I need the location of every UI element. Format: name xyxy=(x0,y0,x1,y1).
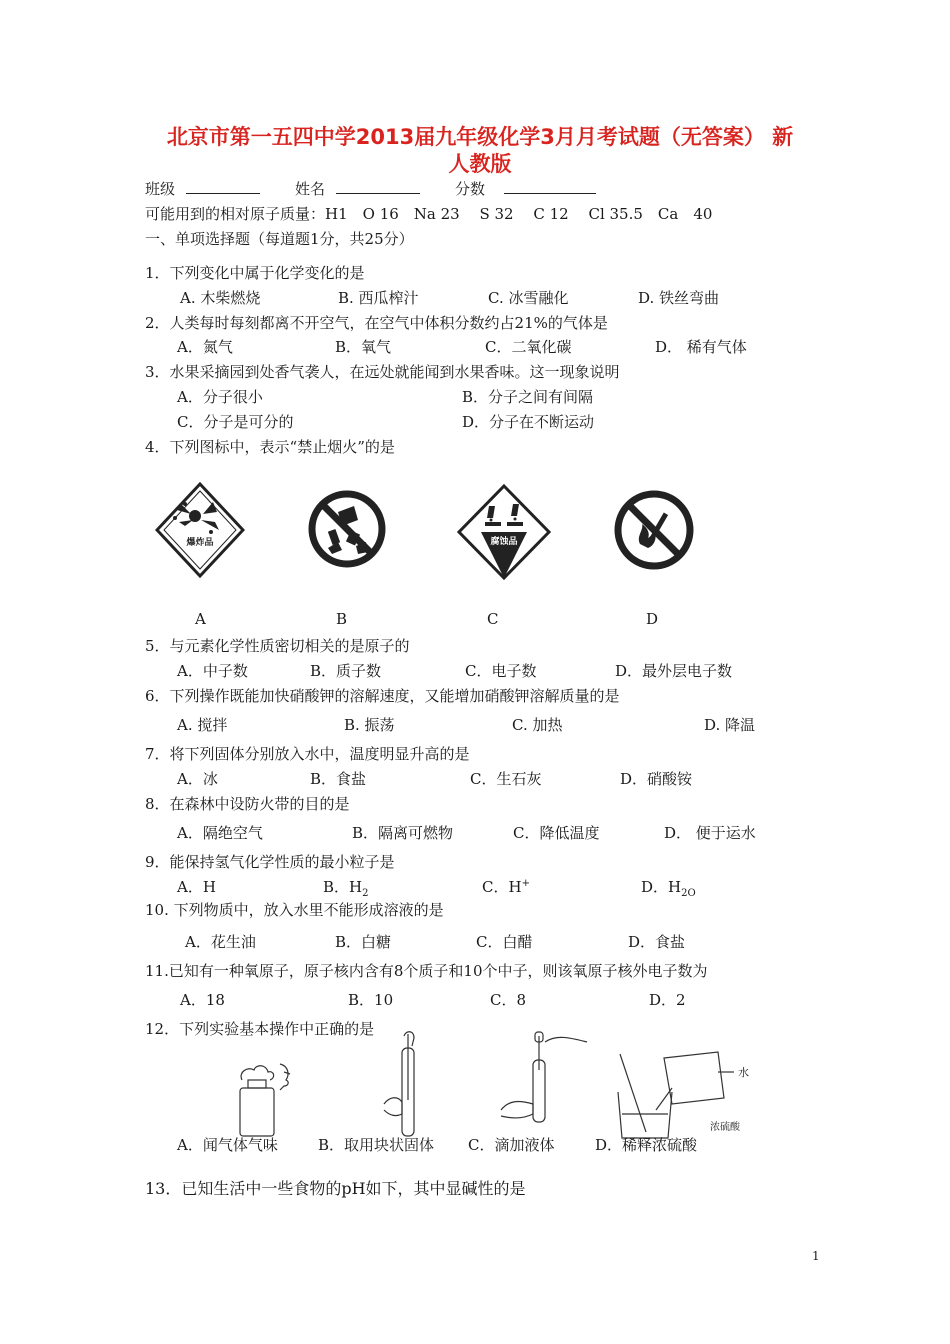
option-b: B. 西瓜榨汁 xyxy=(338,289,419,307)
option-c: C. 冰雪融化 xyxy=(488,289,569,307)
sign-label-c: C xyxy=(487,610,499,628)
option-d: D．硝酸铵 xyxy=(620,770,693,788)
sign-label-a: A xyxy=(195,610,206,628)
question-stem: 2．人类每时每刻都离不开空气，在空气中体积分数约占21%的气体是 xyxy=(145,314,608,332)
option-d: D．$H_{2O}$ xyxy=(641,878,696,899)
option-d: D．2 xyxy=(649,991,686,1009)
atomic-masses: 可能用到的相对原子质量：H1 O 16 Na 23 S 32 C 12 Cl 35.5 Ca 40 xyxy=(145,205,713,223)
question-stem: 10. 下列物质中，放入水里不能形成溶液的是 xyxy=(145,901,444,919)
name-field xyxy=(295,178,420,199)
page-title-line2: 人教版 xyxy=(448,152,512,176)
take-solid-illustration xyxy=(378,1030,448,1140)
dilute-acid-illustration xyxy=(612,1048,772,1143)
sign-label-explosive: 爆炸品 xyxy=(186,538,214,548)
option-b: B．取用块状固体 xyxy=(318,1136,435,1154)
question-stem: 7．将下列固体分别放入水中，温度明显升高的是 xyxy=(145,745,470,763)
score-blank xyxy=(504,179,596,194)
option-c: C. 加热 xyxy=(512,716,563,734)
question-stem: 13．已知生活中一些食物的pH如下，其中显碱性的是 xyxy=(145,1179,526,1198)
option-d: D． 便于运水 xyxy=(664,824,756,842)
option-a: A．冰 xyxy=(177,770,218,788)
question-stem: 4．下列图标中，表示“禁止烟火”的是 xyxy=(145,438,395,456)
option-b: B．分子之间有间隔 xyxy=(462,388,594,406)
option-d: D. 降温 xyxy=(704,716,756,734)
drop-liquid-illustration xyxy=(495,1030,590,1130)
option-a: A. 搅拌 xyxy=(177,716,228,734)
option-b: B．食盐 xyxy=(310,770,367,788)
question-stem: 12．下列实验基本操作中正确的是 xyxy=(145,1020,375,1038)
prohibition-sign-icon xyxy=(308,490,386,568)
option-a: A．分子很小 xyxy=(177,388,263,406)
option-b: B．$H_2$ xyxy=(323,878,369,899)
option-d: D. 铁丝弯曲 xyxy=(638,289,720,307)
section-heading: 一、单项选择题（每道题1分，共25分） xyxy=(145,230,414,248)
corrosive-sign-icon xyxy=(457,484,551,580)
class-blank xyxy=(186,179,260,194)
option-c: C．白醋 xyxy=(476,933,533,951)
option-c: C．二氧化碳 xyxy=(485,338,572,356)
class-field xyxy=(145,178,260,199)
question-stem: 9．能保持氢气化学性质的最小粒子是 xyxy=(145,853,395,871)
option-b: B．10 xyxy=(348,991,394,1009)
option-a: A．H xyxy=(177,878,216,896)
option-b: B．白糖 xyxy=(335,933,392,951)
question-stem: 1．下列变化中属于化学变化的是 xyxy=(145,264,365,282)
score-field xyxy=(455,178,596,199)
question-stem: 3．水果采摘园到处香气袭人，在远处就能闻到水果香味。这一现象说明 xyxy=(145,363,620,381)
option-d: D．稀释浓硫酸 xyxy=(595,1136,698,1154)
no-fire-sign-icon xyxy=(614,490,694,570)
option-a: A．氮气 xyxy=(177,338,233,356)
explosive-sign-icon xyxy=(155,482,245,578)
option-c: C．降低温度 xyxy=(513,824,600,842)
option-c: C．H+ xyxy=(482,878,530,896)
option-a: A．隔绝空气 xyxy=(177,824,263,842)
sign-label-b: B xyxy=(336,610,348,628)
option-a: A. 木柴燃烧 xyxy=(180,289,261,307)
name-label: 姓名 xyxy=(295,180,326,198)
option-d: D．最外层电子数 xyxy=(615,662,733,680)
option-b: B. 振荡 xyxy=(344,716,395,734)
question-stem: 8．在森林中设防火带的目的是 xyxy=(145,795,350,813)
option-c: C．8 xyxy=(490,991,527,1009)
option-a: A．花生油 xyxy=(185,933,256,951)
question-stem: 5．与元素化学性质密切相关的是原子的 xyxy=(145,637,410,655)
option-c: C．滴加液体 xyxy=(468,1136,555,1154)
option-d: D．分子在不断运动 xyxy=(462,413,595,431)
option-c: C．分子是可分的 xyxy=(177,413,294,431)
page-number: 1 xyxy=(812,1249,820,1263)
sign-label-corrosive: 腐蚀品 xyxy=(490,537,518,547)
score-label: 分数 xyxy=(455,180,486,198)
question-stem: 6．下列操作既能加快硝酸钾的溶解速度，又能增加硝酸钾溶解质量的是 xyxy=(145,687,620,705)
name-blank xyxy=(336,179,420,194)
sign-label-d: D xyxy=(646,610,659,628)
option-a: A．闻气体气味 xyxy=(177,1136,278,1154)
option-b: B．隔离可燃物 xyxy=(352,824,454,842)
water-label: 水 xyxy=(738,1066,749,1079)
question-stem: 11.已知有一种氧原子，原子核内含有8个质子和10个中子，则该氧原子核外电子数为 xyxy=(145,962,708,980)
option-b: B．氧气 xyxy=(335,338,392,356)
smell-gas-illustration xyxy=(228,1060,308,1140)
page-title: 北京市第一五四中学2013届九年级化学3月月考试题（无答案） 新 xyxy=(166,125,794,149)
option-c: C．生石灰 xyxy=(470,770,542,788)
option-b: B．质子数 xyxy=(310,662,382,680)
option-d: D． 稀有气体 xyxy=(655,338,747,356)
acid-label: 浓硫酸 xyxy=(710,1122,740,1133)
option-a: A．中子数 xyxy=(177,662,248,680)
option-d: D．食盐 xyxy=(628,933,686,951)
option-a: A．18 xyxy=(180,991,225,1009)
option-c: C．电子数 xyxy=(465,662,537,680)
class-label: 班级 xyxy=(145,180,176,198)
